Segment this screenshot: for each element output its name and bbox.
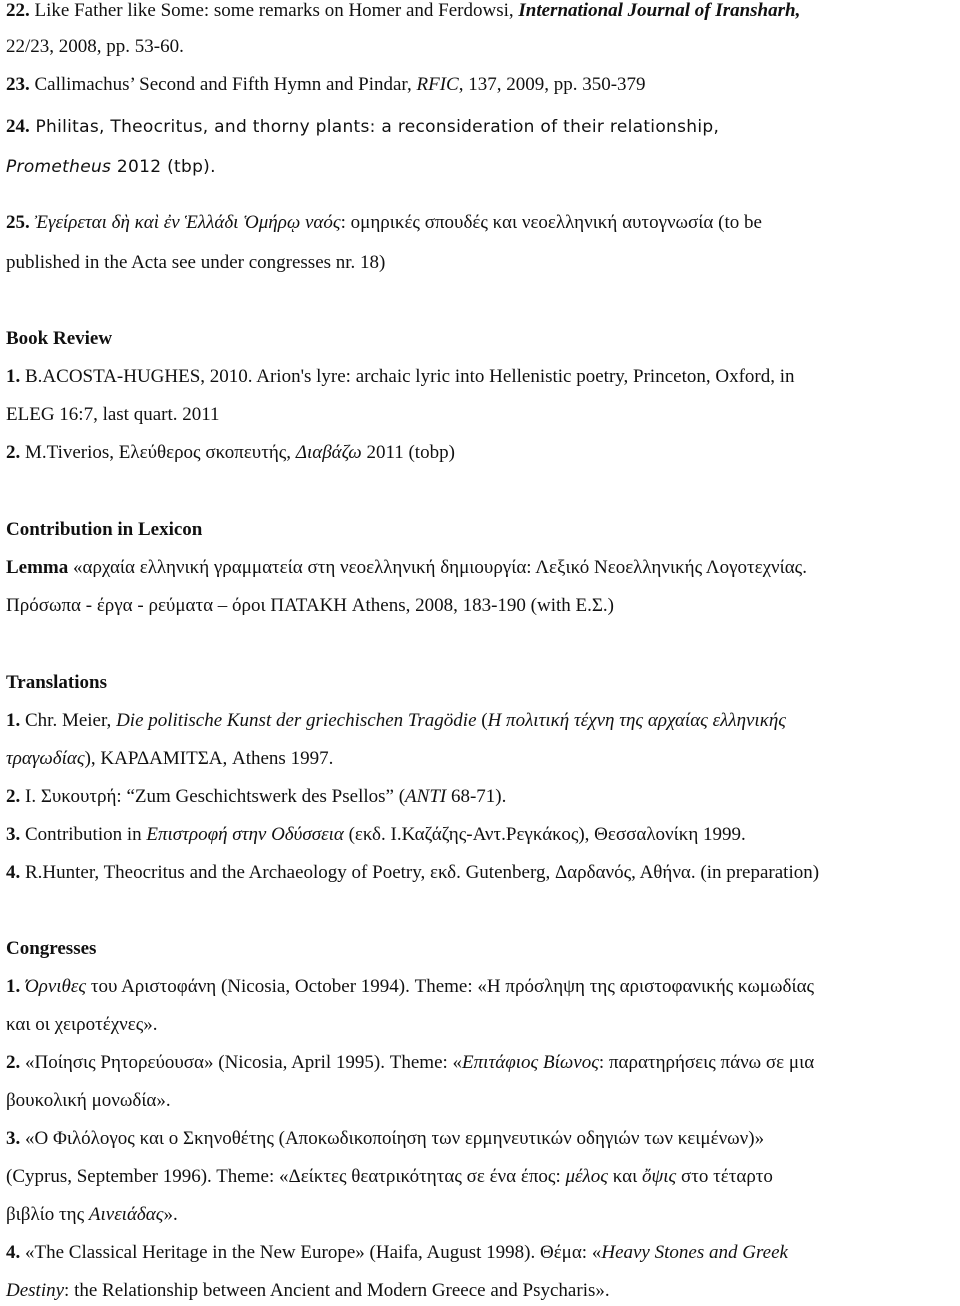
translation-title: Επιστροφή στην Οδύσσεια	[146, 824, 344, 845]
publication-text: 2012 (tbp).	[111, 157, 216, 177]
publication-title: Ἐγείρεται δὴ καὶ ἐν Ἑλλάδι Ὁμήρῳ ναός	[29, 212, 341, 233]
translation-2	[6, 786, 956, 808]
congress-text: «The Classical Heritage in the New Europe» (Haifa, August 1998). Θέμα: «	[20, 1242, 602, 1263]
congress-text: στο τέταρτο	[676, 1166, 773, 1187]
item-number: 3.	[6, 824, 21, 845]
item-number: 1.	[6, 710, 21, 731]
publication-text: : ομηρικές σπουδές και νεοελληνική αυτογνωσία (to be	[340, 212, 762, 233]
congress-title: Όρνιθες	[20, 976, 87, 997]
translation-text: Contribution in	[20, 824, 147, 845]
publication-text: 22/23, 2008, pp. 53-60.	[6, 36, 184, 57]
item-number: 25.	[6, 212, 30, 233]
congress-title: Destiny	[6, 1280, 65, 1301]
review-text: ELEG 16:7, last quart. 2011	[6, 404, 220, 425]
translation-text: Chr. Meier,	[20, 710, 117, 731]
journal-name: ANTI	[405, 786, 447, 807]
congress-1-cont	[6, 1014, 956, 1036]
section-heading-translations: Translations	[6, 672, 108, 693]
publication-text: published in the Acta see under congresses nr. 18)	[6, 252, 386, 273]
lemma-text: Πρόσωπα - έργα - ρεύματα – όροι ΠΑΤΑΚΗ Athens, 2008, 183-190 (with Ε.Σ.)	[6, 595, 615, 616]
congress-text: και	[607, 1166, 642, 1187]
congress-text: «Ποίησις Ρητορεύουσα» (Nicosia, April 1995). Theme: «	[20, 1052, 463, 1073]
review-1	[6, 366, 956, 388]
congress-2	[6, 1052, 956, 1074]
review-1-cont	[6, 404, 956, 426]
item-number: 1.	[6, 976, 21, 997]
journal-name: International Journal of Iransharh,	[518, 0, 801, 21]
lexicon-lemma-cont	[6, 595, 956, 617]
congress-text: και οι χειροτέχνες».	[6, 1014, 158, 1035]
translation-3	[6, 824, 956, 846]
congress-1	[6, 976, 956, 998]
item-number: 2.	[6, 1052, 21, 1073]
translation-text: R.Hunter, Theocritus and the Archaeology of Poetry, εκδ. Gutenberg, Δαρδανός, Αθήνα. (in preparation)	[20, 862, 820, 883]
item-number: 2.	[6, 442, 21, 463]
translation-title: Die politische Kunst der griechischen Tragödie	[116, 710, 477, 731]
journal-name: RFIC	[416, 74, 459, 95]
review-text: M.Tiverios, Ελεύθερος σκοπευτής,	[20, 442, 296, 463]
congress-title: Επιτάφιος Βίωνος	[462, 1052, 599, 1073]
review-2	[6, 442, 956, 464]
congress-text: του Αριστοφάνη (Nicosia, October 1994). Theme: «Η πρόσληψη της αριστοφανικής κωμωδίας	[86, 976, 815, 997]
lemma-text: «αρχαία ελληνική γραμματεία στη νεοελληνική δημιουργία: Λεξικό Νεοελληνικής Λογοτεχνίας.	[68, 557, 807, 578]
publication-25-cont	[6, 252, 956, 274]
congress-term: ὄψις	[641, 1166, 677, 1187]
congress-title: Heavy Stones and Greek	[601, 1242, 788, 1263]
item-number: 1.	[6, 366, 21, 387]
congress-text: (Cyprus, September 1996). Theme: «Δείκτες θεατρικότητας σε ένα έπος:	[6, 1166, 566, 1187]
lemma-label: Lemma	[6, 557, 69, 578]
publication-text: , 137, 2009, pp. 350-379	[458, 74, 646, 95]
translation-greek-title: τραγωδίας	[6, 748, 85, 769]
publication-24	[6, 116, 956, 138]
translation-1	[6, 710, 956, 732]
publication-22-cont	[6, 36, 956, 58]
congress-text: «Ο Φιλόλογος και ο Σκηνοθέτης (Αποκωδικοποίηση των ερμηνευτικών οδηγιών των κειμένων)»	[20, 1128, 765, 1149]
journal-name: Διαβάζω	[295, 442, 362, 463]
translation-text: (	[476, 710, 488, 731]
section-heading-congresses: Congresses	[6, 938, 97, 959]
section-heading-lexicon: Contribution in Lexicon	[6, 519, 203, 540]
publication-24-cont	[6, 156, 956, 178]
publication-22	[6, 0, 956, 22]
congress-term: μέλος	[565, 1166, 608, 1187]
publication-text: Philitas, Theocritus, and thorny plants: a reconsideration of their relationship,	[29, 117, 720, 137]
publication-text: Callimachus’ Second and Fifth Hymn and Pindar,	[29, 74, 417, 95]
translation-1-cont	[6, 748, 956, 770]
item-number: 23.	[6, 74, 30, 95]
publication-text: Like Father like Some: some remarks on Homer and Ferdowsi,	[29, 0, 519, 21]
congress-4-cont	[6, 1280, 956, 1302]
lexicon-lemma	[6, 557, 956, 579]
congress-text: βουκολική μονωδία».	[6, 1090, 171, 1111]
item-number: 4.	[6, 1242, 21, 1263]
translation-greek-title: Η πολιτική τέχνη της αρχαίας ελληνικής	[487, 710, 786, 731]
translation-text: Ι. Συκουτρή: “Zum Geschichtswerk des Psellos” (	[20, 786, 406, 807]
translation-text: 68-71).	[446, 786, 507, 807]
item-number: 4.	[6, 862, 21, 883]
congress-4	[6, 1242, 956, 1264]
translation-text: (εκδ. Ι.Καζάζης-Αντ.Ρεγκάκος), Θεσσαλονίκη 1999.	[343, 824, 746, 845]
congress-text: βιβλίο της	[6, 1204, 89, 1225]
publication-23	[6, 74, 956, 96]
congress-2-cont	[6, 1090, 956, 1112]
section-heading-book-review: Book Review	[6, 328, 113, 349]
review-text: B.ACOSTA-HUGHES, 2010. Arion's lyre: archaic lyric into Hellenistic poetry, Princeton, Oxford, in	[20, 366, 795, 387]
translation-text: ), ΚΑΡΔΑΜΙΤΣΑ, Athens 1997.	[84, 748, 334, 769]
congress-text: ».	[163, 1204, 178, 1225]
congress-term: Αινειάδας	[88, 1204, 164, 1225]
congress-text: : the Relationship between Ancient and Modern Greece and Psycharis».	[64, 1280, 610, 1301]
congress-text: : παρατηρήσεις πάνω σε μια	[598, 1052, 815, 1073]
congress-3-cont2	[6, 1204, 956, 1226]
publication-25	[6, 212, 956, 234]
translation-4	[6, 862, 956, 884]
congress-3	[6, 1128, 956, 1150]
item-number: 22.	[6, 0, 30, 21]
item-number: 2.	[6, 786, 21, 807]
review-text: 2011 (tobp)	[361, 442, 455, 463]
congress-3-cont	[6, 1166, 956, 1188]
item-number: 3.	[6, 1128, 21, 1149]
item-number: 24.	[6, 116, 30, 137]
journal-name: Prometheus	[6, 157, 112, 177]
